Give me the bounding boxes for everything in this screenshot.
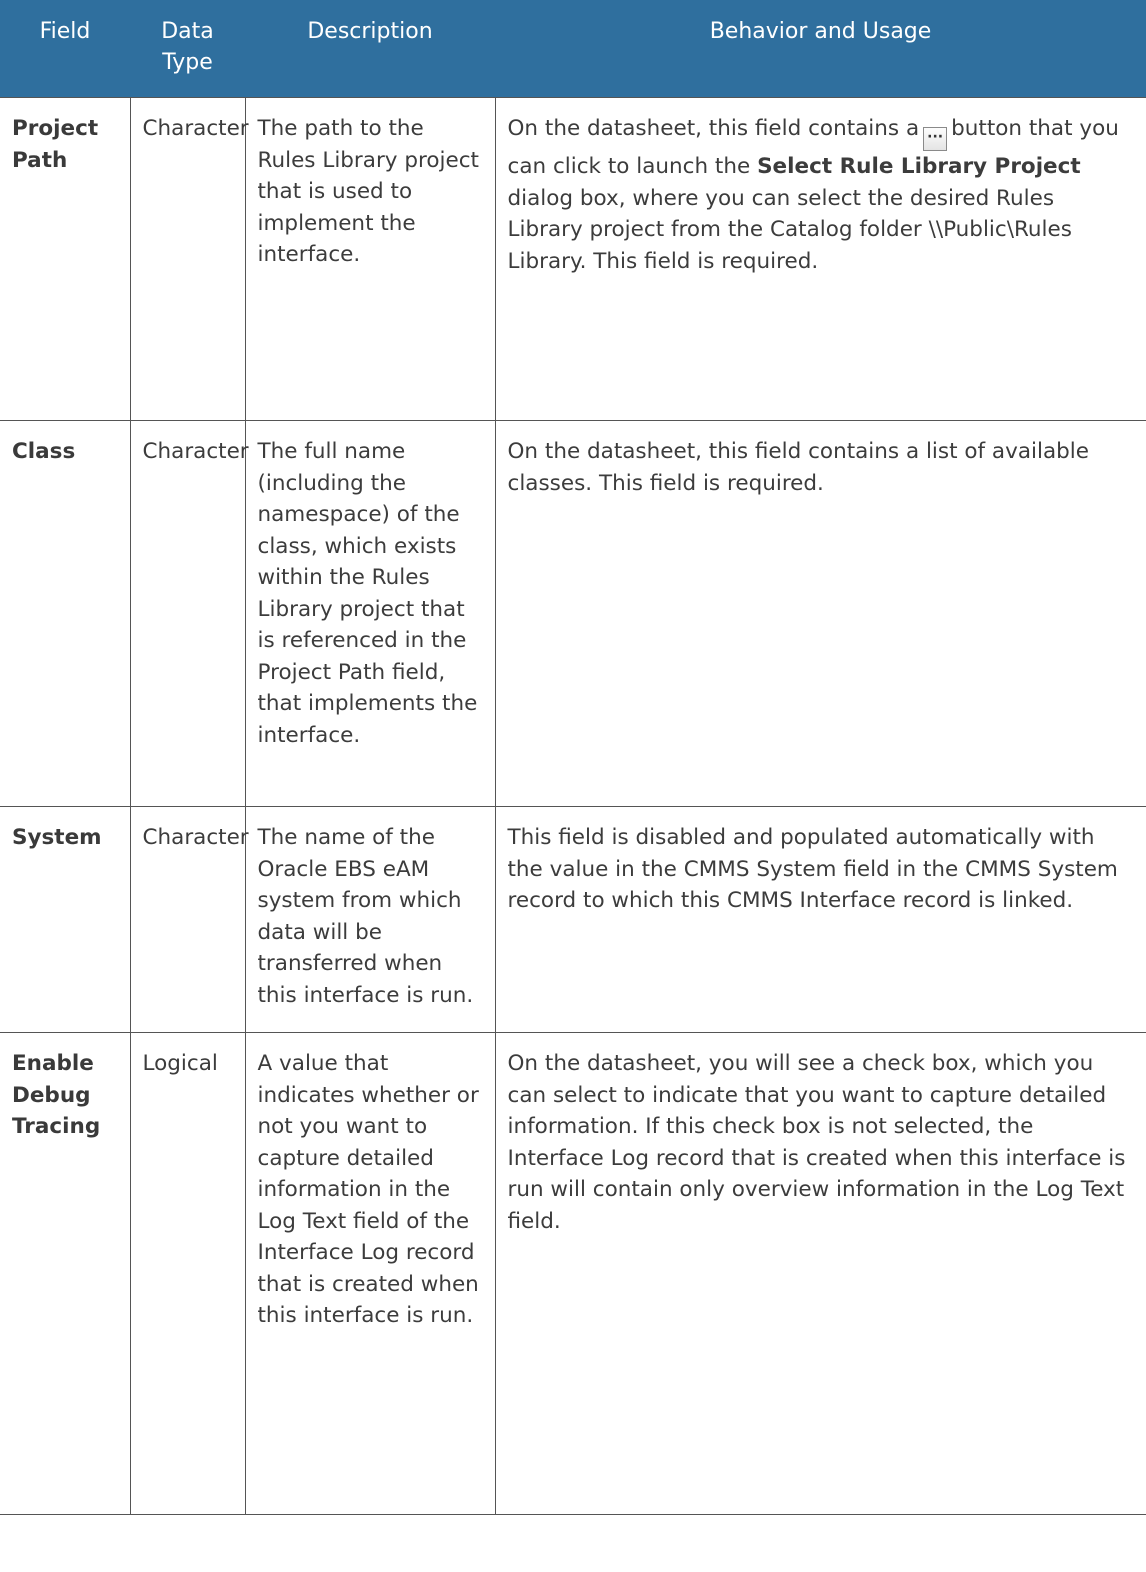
table-header-row [0,0,1146,98]
behavior-text-pre: On the datasheet, this field contains a [507,116,920,141]
header-data-type: Data Type [130,0,245,98]
data-type-cell: Character [130,98,245,421]
description-cell: The name of the Oracle EBS eAM system from which data will be transferred when this interface is run. [245,807,495,1033]
table-row [0,1033,1146,1515]
dialog-name: Select Rule Library Project [757,154,1081,179]
table-row [0,421,1146,807]
header-field: Field [0,0,130,98]
table-row [0,98,1146,421]
description-cell: The full name (including the namespace) of the class, which exists within the Rules Library project that is referenced in the Project Path field, that implements the interface. [245,421,495,807]
field-cell: Class [0,421,130,807]
data-type-cell: Logical [130,1033,245,1515]
behavior-cell: On the datasheet, this field contains a list of available classes. This field is required. [495,421,1146,807]
behavior-text-mid: button that you can click to launch the [507,116,1119,179]
header-description: Description [245,0,495,98]
behavior-cell: On the datasheet, you will see a check box, which you can select to indicate that you want to capture detailed information. If this check box is not selected, the Interface Log record that is created when this interface is run will contain only overview information in the Log Text field. [495,1033,1146,1515]
field-cell: Project Path [0,98,130,421]
description-cell: The path to the Rules Library project that is used to implement the interface. [245,98,495,421]
description-cell: A value that indicates whether or not you want to capture detailed information in the Log Text field of the Interface Log record that is created when this interface is run. [245,1033,495,1515]
header-behavior: Behavior and Usage [495,0,1146,98]
behavior-text-post: dialog box, where you can select the desired Rules Library project from the Catalog folder \\Public\Rules Library. This field is required. [507,185,1072,274]
field-cell: Enable Debug Tracing [0,1033,130,1515]
data-type-cell: Character [130,807,245,1033]
behavior-cell: This field is disabled and populated automatically with the value in the CMMS System field in the CMMS System record to which this CMMS Interface record is linked. [495,807,1146,1033]
ellipsis-button-icon: ··· [923,127,947,151]
data-type-cell: Character [130,421,245,807]
table-row [0,807,1146,1033]
field-cell: System [0,807,130,1033]
behavior-cell [495,98,1146,421]
